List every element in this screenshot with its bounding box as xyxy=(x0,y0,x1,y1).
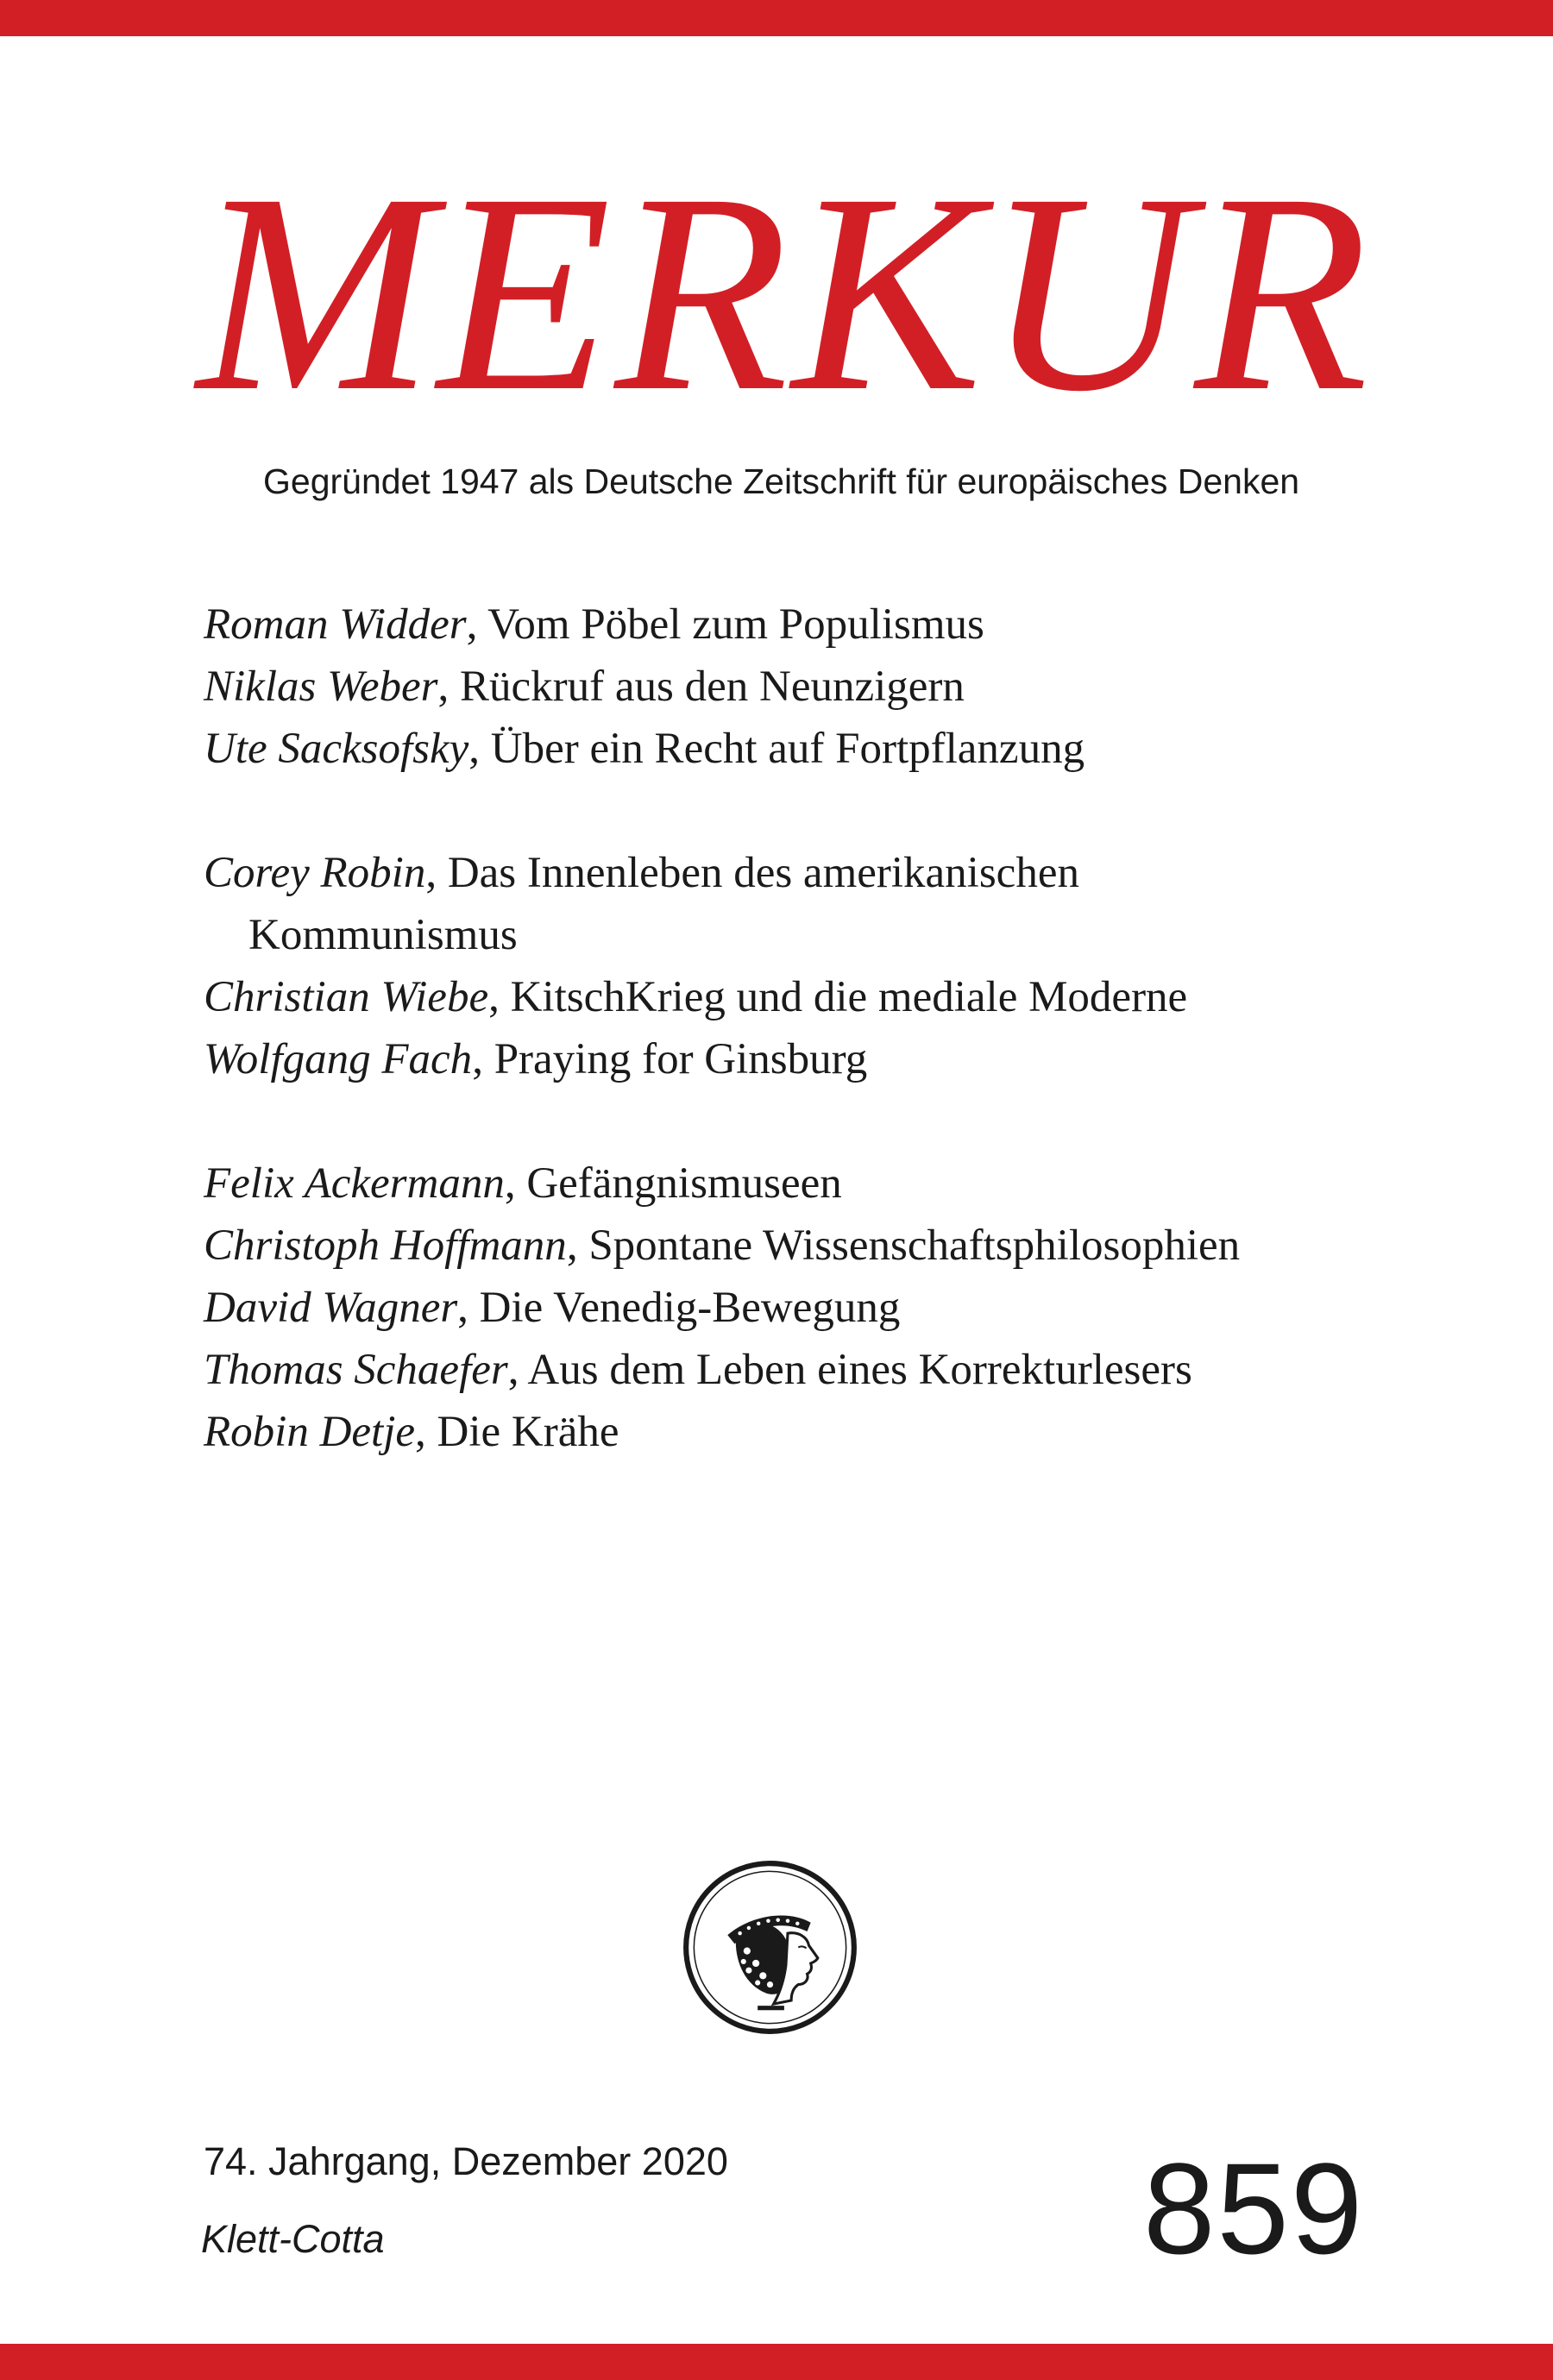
entry-author: Christian Wiebe xyxy=(204,973,489,1021)
entry-title: , Aus dem Leben eines Korrekturlesers xyxy=(507,1346,1192,1394)
hermes-head-medallion-icon xyxy=(682,1859,858,2036)
toc-entry xyxy=(204,1152,1429,1215)
contents-group-1 xyxy=(204,593,1429,780)
entry-author: Wolfgang Fach xyxy=(204,1035,473,1083)
toc-entry xyxy=(204,593,1429,656)
toc-entry xyxy=(204,1277,1429,1339)
entry-title: , Rückruf aus den Neunzigern xyxy=(437,663,965,711)
toc-entry xyxy=(204,718,1429,780)
toc-entry xyxy=(204,1028,1429,1090)
toc-entry xyxy=(204,1339,1429,1401)
entry-author: Corey Robin xyxy=(204,849,426,897)
issue-number: 859 xyxy=(1143,2136,1365,2281)
toc-entry xyxy=(204,966,1429,1028)
entry-title: , Die Krähe xyxy=(415,1408,619,1456)
toc-entry xyxy=(204,656,1429,718)
entry-author: Thomas Schaefer xyxy=(204,1346,508,1394)
publisher-name: Klett-Cotta xyxy=(201,2217,385,2261)
volume-and-date: 74. Jahrgang, Dezember 2020 xyxy=(204,2139,728,2183)
journal-title: MERKUR xyxy=(197,135,1373,450)
entry-author: Christoph Hoffmann xyxy=(204,1221,567,1270)
entry-title-continuation: Kommunismus xyxy=(248,911,518,959)
entry-author: Roman Widder xyxy=(204,600,467,649)
bottom-red-band xyxy=(0,2344,1553,2380)
entry-author: Felix Ackermann xyxy=(204,1159,505,1208)
entry-title: , Über ein Recht auf Fortpflanzung xyxy=(468,725,1085,773)
entry-author: Niklas Weber xyxy=(204,663,438,711)
entry-author: Robin Detje xyxy=(204,1408,416,1456)
toc-entry xyxy=(204,842,1429,904)
contents-group-3 xyxy=(204,1152,1429,1463)
entry-title: , KitschKrieg und die mediale Moderne xyxy=(488,973,1188,1021)
entry-title: , Vom Pöbel zum Populismus xyxy=(466,600,984,649)
toc-entry xyxy=(204,1215,1429,1277)
entry-title: , Spontane Wissenschaftsphilosophien xyxy=(566,1221,1241,1270)
top-red-band xyxy=(0,0,1553,36)
entry-author: Ute Sacksofsky xyxy=(204,725,469,773)
table-of-contents xyxy=(204,593,1429,1525)
entry-title: , Gefängnismuseen xyxy=(504,1159,842,1208)
entry-title: , Die Venedig-Bewegung xyxy=(457,1284,901,1332)
contents-group-2 xyxy=(204,842,1429,1090)
entry-title: , Praying for Ginsburg xyxy=(472,1035,868,1083)
journal-tagline: Gegründet 1947 als Deutsche Zeitschrift für europäisches Denken xyxy=(263,462,1300,501)
toc-entry xyxy=(204,1401,1429,1463)
entry-title: , Das Innenleben des amerikanischen xyxy=(425,849,1079,897)
entry-author: David Wagner xyxy=(204,1284,458,1332)
